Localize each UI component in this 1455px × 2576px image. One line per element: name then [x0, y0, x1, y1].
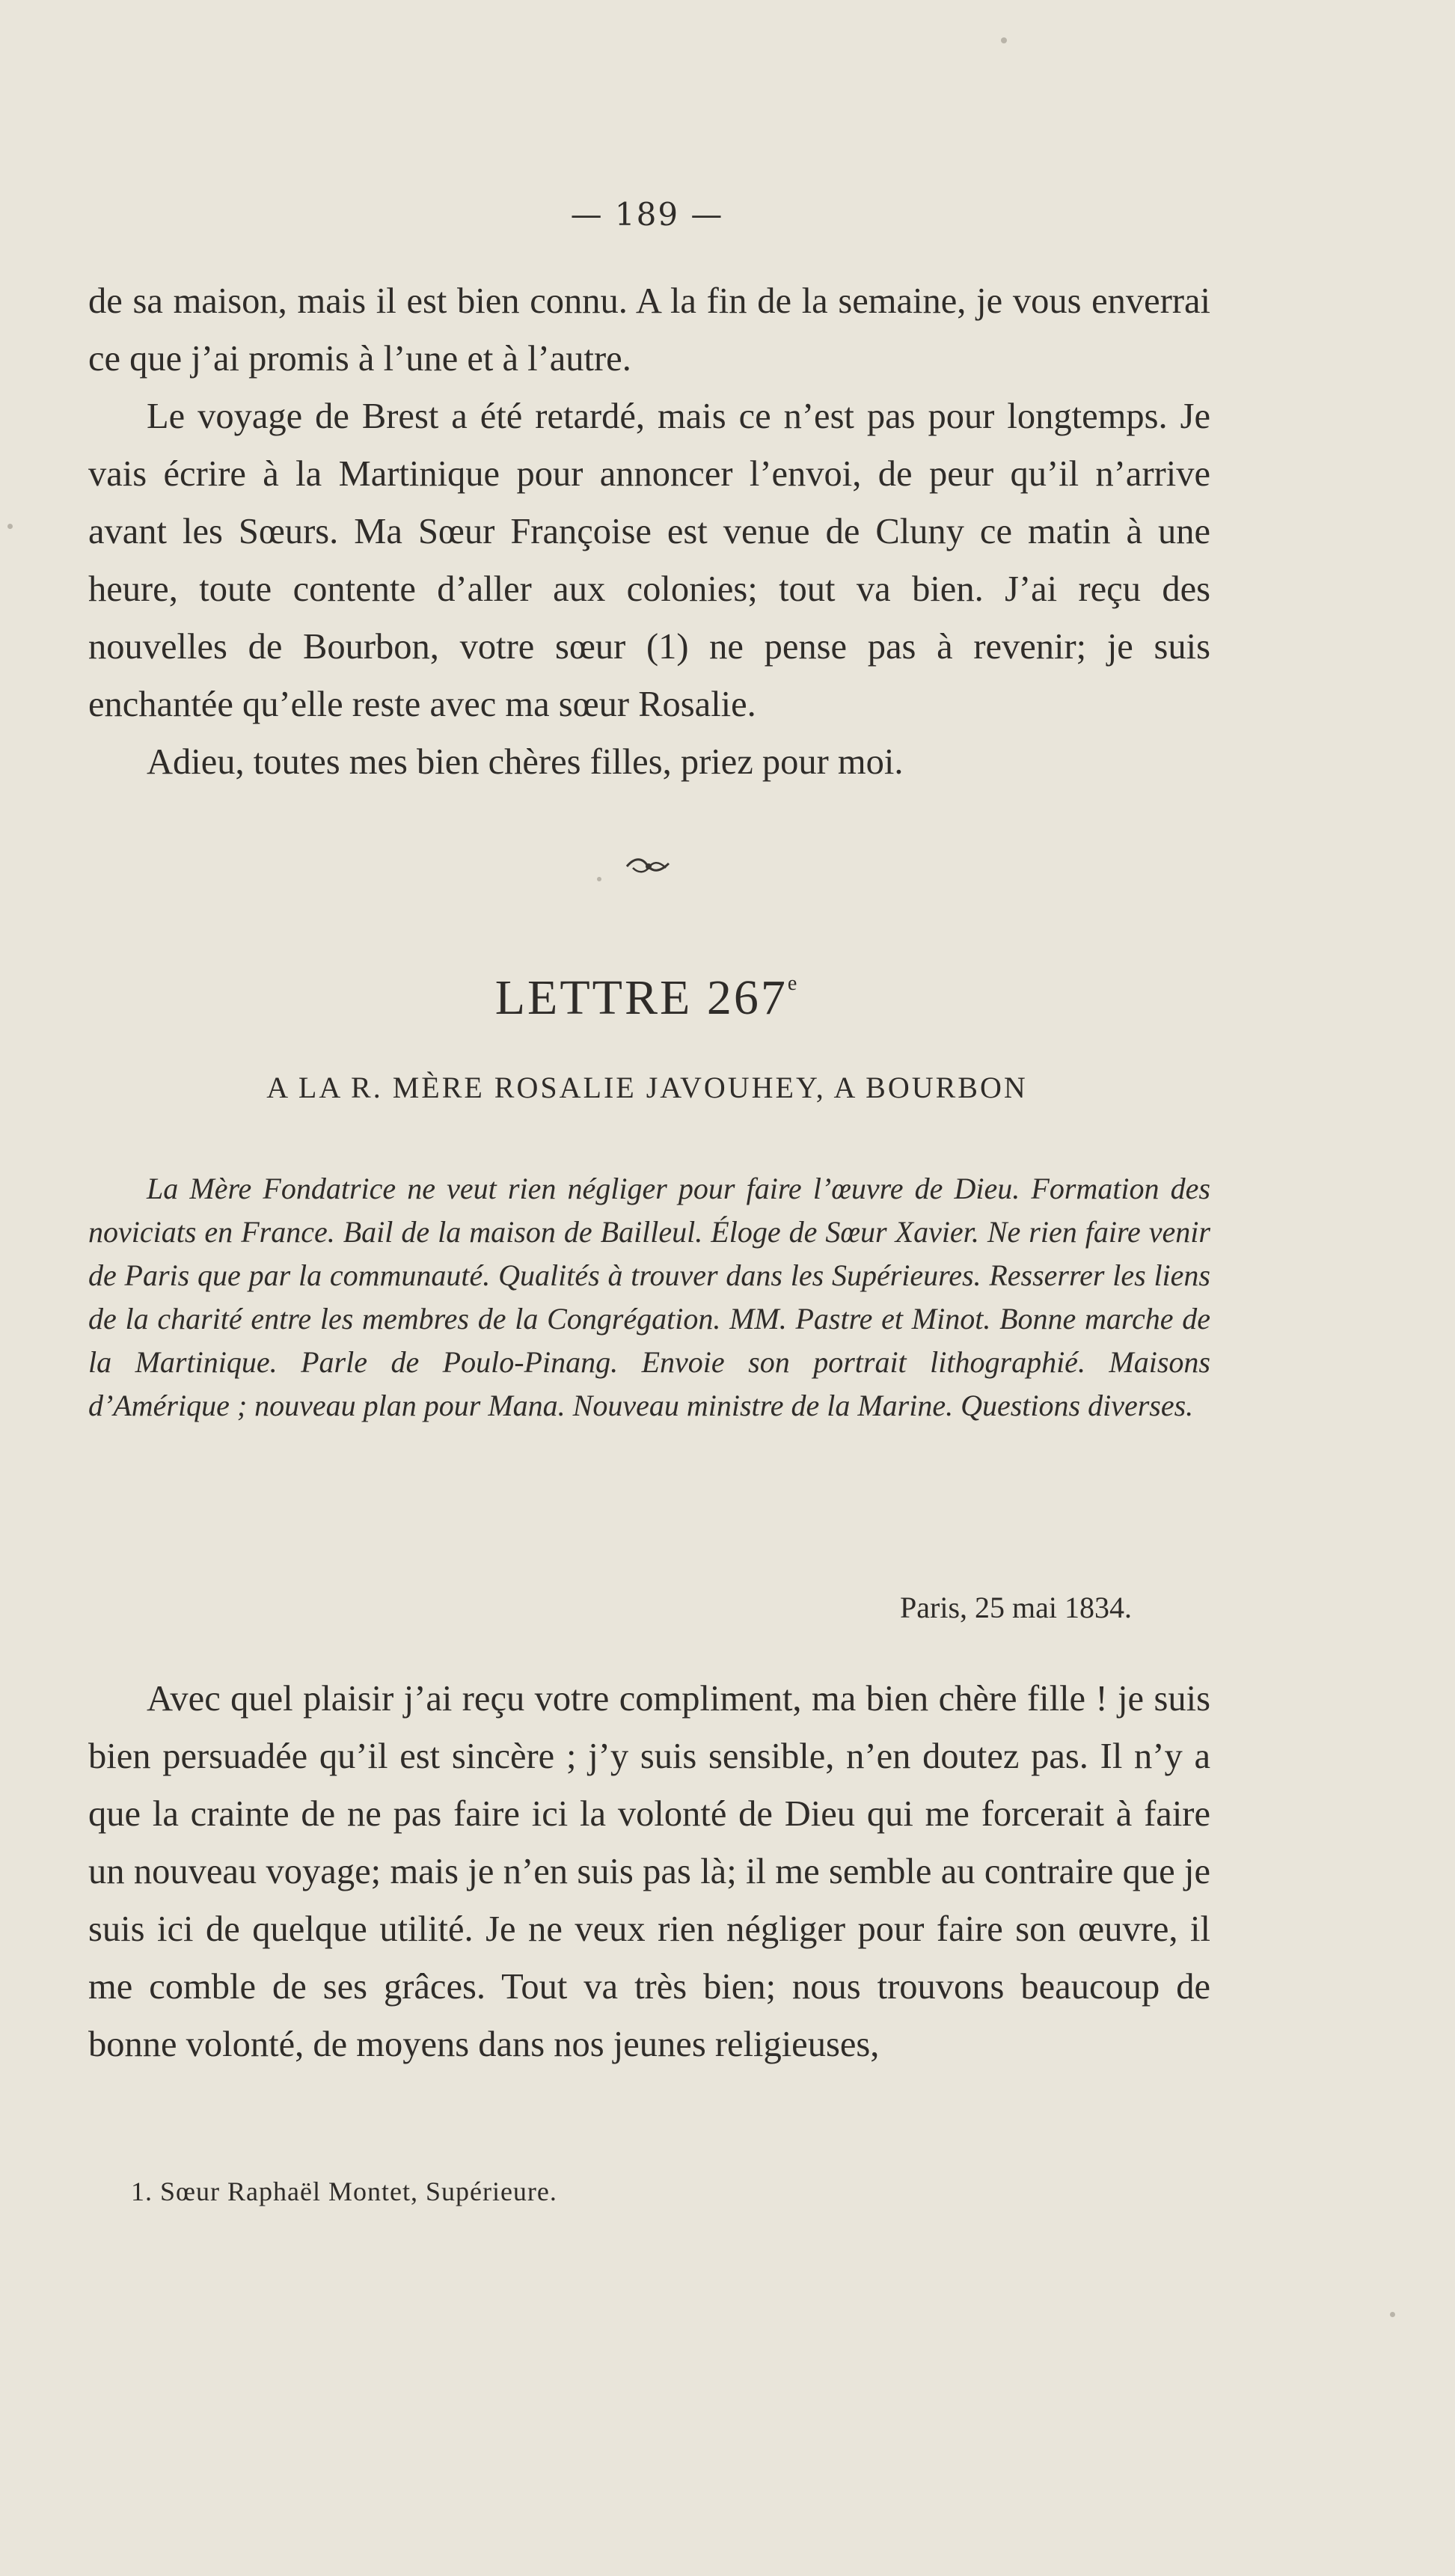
paper-speck — [7, 524, 13, 529]
letter-body-paragraph: Avec quel plaisir j’ai reçu votre compliment, ma bien chère fille ! je suis bien persuadée qu’il est sincère ; j’y suis sensible, n’en doutez pas. Il n’y a que la crainte de ne pas faire ici la volonté de Dieu qui me forcerait à faire un nouveau voyage; mais je n’en suis pas là; il me semble au contraire que je suis ici de quelque utilité. Je ne veux rien négliger pour faire son œuvre, il me comble de ses grâces. Tout va très bien; nous trouvons beaucoup de bonne volonté, de moyens dans nos jeunes religieuses, — [88, 1679, 1210, 2064]
footnote: 1. Sœur Raphaël Montet, Supérieure. — [131, 2176, 557, 2206]
letter-title — [0, 970, 1294, 1027]
paragraph-1: de sa maison, mais il est bien connu. A la fin de la semaine, je vous enverrai ce que j’ai promis à l’une et à l’autre. — [88, 281, 1210, 379]
paper-speck — [1001, 37, 1007, 43]
letter-addressee: A LA R. MÈRE ROSALIE JAVOUHEY, A BOURBON — [266, 1071, 1028, 1104]
paragraph-2: Le voyage de Brest a été retardé, mais ce n’est pas pour longtemps. Je vais écrire à la Martinique pour annoncer l’envoi, de peur qu’il n’arrive avant les Sœurs. Ma Sœur Françoise est venue de Cluny ce matin à une heure, toute contente d’aller aux colonies; tout va bien. J’ai reçu des nouvelles de Bourbon, votre sœur (1) ne pense pas à revenir; je suis enchantée qu’elle reste avec ma sœur Rosalie. — [88, 397, 1210, 724]
letter-summary: La Mère Fondatrice ne veut rien négliger pour faire l’œuvre de Dieu. Formation des noviciats en France. Bail de la maison de Bailleul. Éloge de Sœur Xavier. Ne rien faire venir de Paris que par la communauté. Qualités à trouver dans les Supérieures. Resserrer les liens de la charité entre les membres de la Congrégation. MM. Pastre et Minot. Bonne marche de la Martinique. Parle de Poulo-Pinang. Envoie son portrait lithographié. Maisons d’Amérique ; nouveau plan pour Mana. Nouveau ministre de la Marine. Questions diverses. — [88, 1172, 1210, 1422]
paper-speck — [597, 877, 601, 881]
letter-title-suffix: e — [787, 972, 800, 995]
continuation-text — [88, 272, 1210, 791]
paragraph-3: Adieu, toutes mes bien chères filles, priez pour moi. — [147, 742, 904, 782]
paper-speck — [1390, 2312, 1395, 2317]
page-number: — 189 — — [570, 196, 724, 233]
letter-title-text: LETTRE 267 — [494, 970, 788, 1025]
fleuron-icon — [622, 851, 675, 881]
letter-body — [88, 1670, 1210, 2073]
letter-dateline: Paris, 25 mai 1834. — [900, 1591, 1132, 1624]
